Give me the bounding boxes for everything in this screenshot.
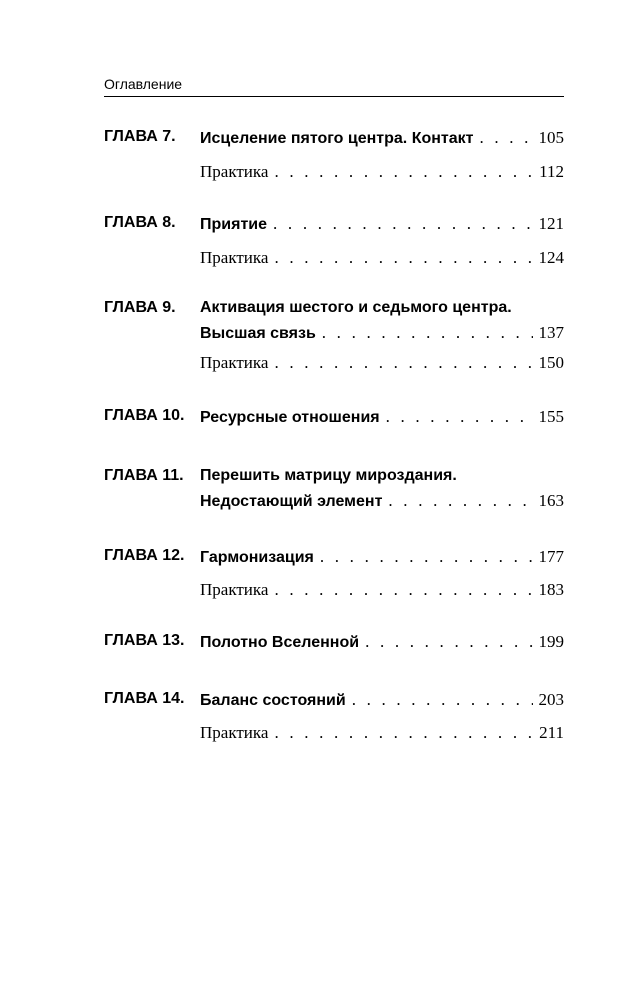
chapter-label: ГЛАВА 12.: [104, 547, 185, 564]
practice-label: Практика: [200, 580, 269, 599]
chapter-title: Приятие: [200, 216, 268, 233]
dot-leader: [388, 491, 532, 511]
page-number: 155: [538, 407, 564, 426]
practice-label: Практика: [200, 723, 269, 742]
page-number: 137: [538, 323, 564, 342]
dot-leader: [479, 128, 532, 148]
chapter-title-line: [200, 690, 564, 714]
chapter-title-line: [200, 407, 564, 431]
chapter-label: ГЛАВА 13.: [104, 632, 185, 649]
chapter-title: Гармонизация: [200, 549, 314, 566]
dot-leader: [386, 407, 533, 427]
dot-leader: [320, 547, 533, 567]
dot-leader: [365, 632, 532, 652]
chapter-title-line: [200, 214, 564, 238]
chapter-title: Высшая связь: [200, 325, 316, 342]
page-number: 199: [538, 632, 564, 651]
dot-leader: [274, 353, 532, 373]
page-number: 121: [538, 214, 564, 233]
chapter-title-line: [200, 632, 564, 656]
dot-leader: [274, 248, 532, 268]
toc-entry-practice[interactable]: [200, 580, 564, 604]
chapter-title: Полотно Вселенной: [200, 634, 360, 651]
dot-leader: [274, 580, 532, 600]
dot-leader: [274, 162, 533, 182]
dot-leader: [274, 723, 533, 743]
chapter-title: Недостающий элемент: [200, 493, 383, 510]
chapter-title-line: [200, 128, 564, 152]
chapter-label: ГЛАВА 10.: [104, 407, 185, 424]
practice-label: Практика: [200, 162, 269, 181]
page-number: 150: [538, 353, 564, 372]
page-number: 177: [538, 547, 564, 566]
chapter-title-line: [200, 547, 564, 571]
toc-entry-practice[interactable]: [200, 353, 564, 377]
page-number: 124: [538, 248, 564, 267]
chapter-title-line: [200, 323, 564, 347]
chapter-label: ГЛАВА 7.: [104, 128, 176, 145]
chapter-label: ГЛАВА 9.: [104, 299, 176, 316]
page-number: 163: [538, 491, 564, 510]
table-of-contents: [104, 0, 564, 1000]
chapter-title-line: [200, 491, 564, 515]
page-number: 112: [539, 162, 564, 181]
dot-leader: [273, 214, 532, 234]
toc-entry-practice[interactable]: [200, 723, 564, 747]
chapter-label: ГЛАВА 11.: [104, 467, 184, 484]
header-title: Оглавление: [104, 76, 183, 92]
dot-leader: [322, 323, 533, 343]
page-number: 105: [538, 128, 564, 147]
chapter-title: Баланс состояний: [200, 692, 346, 709]
chapter-title: Исцеление пятого центра. Контакт: [200, 130, 474, 147]
chapter-label: ГЛАВА 8.: [104, 214, 176, 231]
dot-leader: [352, 690, 533, 710]
chapter-title: Активация шестого и седьмого центра.: [200, 299, 512, 316]
practice-label: Практика: [200, 353, 269, 372]
page-number: 203: [538, 690, 564, 709]
practice-label: Практика: [200, 248, 269, 267]
chapter-title: Перешить матрицу мироздания.: [200, 467, 457, 484]
toc-entry-practice[interactable]: [200, 248, 564, 272]
chapter-title-line: [200, 299, 564, 323]
toc-entry-practice[interactable]: [200, 162, 564, 186]
chapter-title-line: [200, 467, 564, 491]
page-number: 211: [539, 723, 564, 742]
page-number: 183: [538, 580, 564, 599]
chapter-label: ГЛАВА 14.: [104, 690, 185, 707]
chapter-title: Ресурсные отношения: [200, 409, 380, 426]
